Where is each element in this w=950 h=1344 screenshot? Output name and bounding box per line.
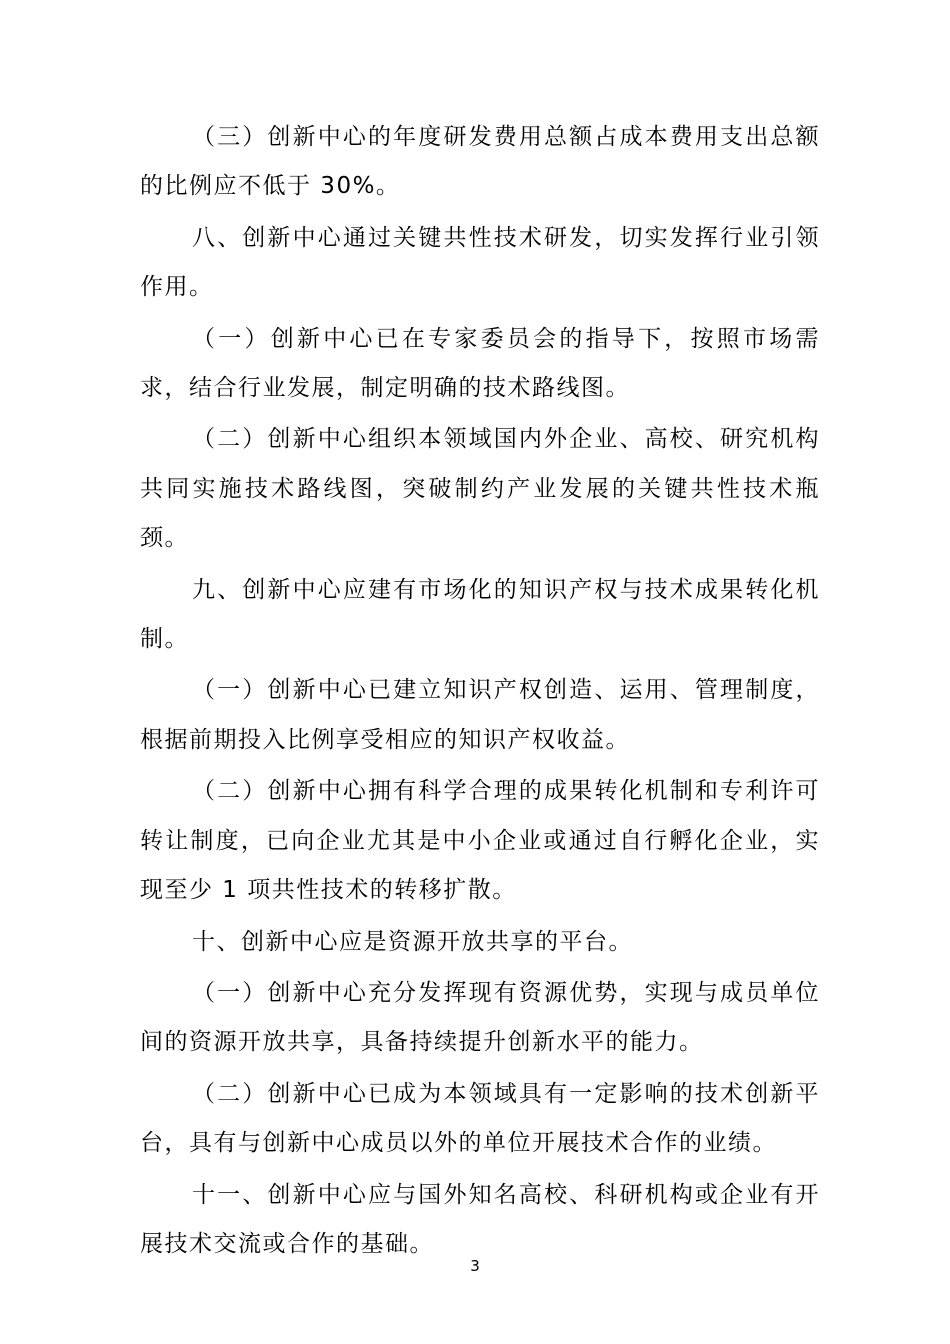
paragraph-section-heading: 八、创新中心通过关键共性技术研发，切实发挥行业引领作用。 xyxy=(140,224,820,301)
page-number: 3 xyxy=(470,1257,480,1275)
paragraph-item: （三）创新中心的年度研发费用总额占成本费用支出总额的比例应不低于 30%。 xyxy=(140,124,820,200)
paragraph-section-heading: 十一、创新中心应与国外知名高校、科研机构或企业有开展技术交流或合作的基础。 xyxy=(140,1181,820,1257)
paragraph-item: （一）创新中心充分发挥现有资源优势，实现与成员单位间的资源开放共享，具备持续提升创新水平的能力。 xyxy=(140,979,820,1056)
paragraph-item: （二）创新中心已成为本领域具有一定影响的技术创新平台，具有与创新中心成员以外的单位开展技术合作的业绩。 xyxy=(140,1080,820,1157)
paragraph-item: （二）创新中心拥有科学合理的成果转化机制和专利许可转让制度，已向企业尤其是中小企业或通过自行孵化企业，实现至少 1 项共性技术的转移扩散。 xyxy=(140,778,820,904)
paragraph-item: （一）创新中心已建立知识产权创造、运用、管理制度，根据前期投入比例享受相应的知识产权收益。 xyxy=(140,677,820,753)
paragraph-section-heading: 十、创新中心应是资源开放共享的平台。 xyxy=(192,928,633,955)
paragraph-section-heading: 九、创新中心应建有市场化的知识产权与技术成果转化机制。 xyxy=(140,576,820,653)
document-body xyxy=(140,113,820,1271)
paragraph-item: （一）创新中心已在专家委员会的指导下，按照市场需求，结合行业发展，制定明确的技术路线图。 xyxy=(140,325,820,402)
paragraph-item: （二）创新中心组织本领域国内外企业、高校、研究机构共同实施技术路线图，突破制约产业发展的关键共性技术瓶颈。 xyxy=(140,426,820,552)
